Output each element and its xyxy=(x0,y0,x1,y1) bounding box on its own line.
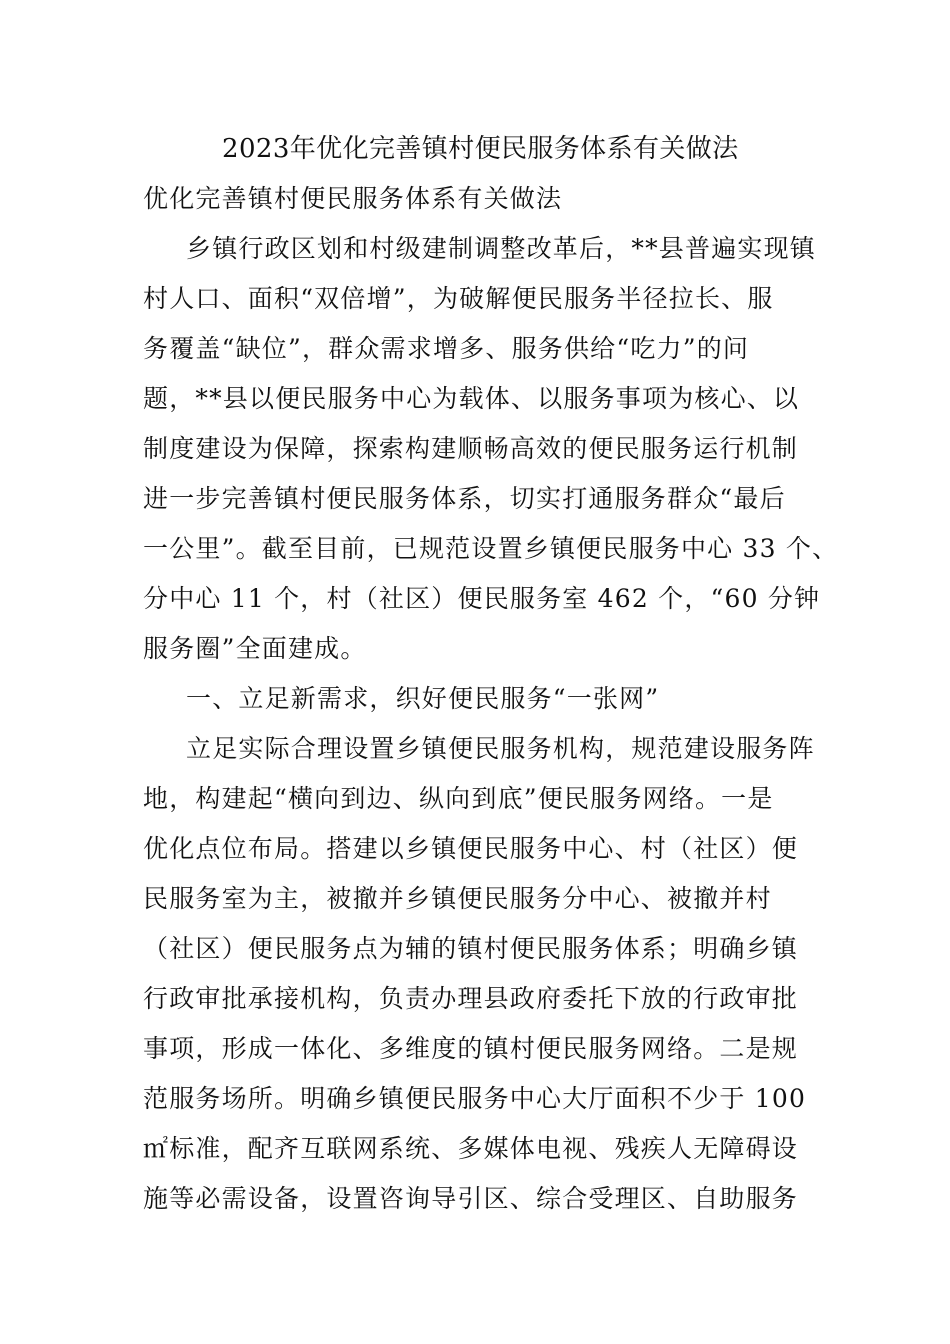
paragraph-line: ㎡标准，配齐互联网系统、多媒体电视、残疾人无障碍设 xyxy=(143,1134,799,1163)
paragraph-line: 题，**县以便民服务中心为载体、以服务事项为核心、以 xyxy=(143,384,800,413)
paragraph-line: 民服务室为主，被撤并乡镇便民服务分中心、被撤并村 xyxy=(143,884,772,913)
document-title: 2023年优化完善镇村便民服务体系有关做法 xyxy=(222,134,739,164)
paragraph-line: 进一步完善镇村便民服务体系，切实打通服务群众“最后 xyxy=(143,484,786,513)
paragraph-line: 事项，形成一体化、多维度的镇村便民服务网络。二是规 xyxy=(143,1034,799,1063)
paragraph-line: 范服务场所。明确乡镇便民服务中心大厅面积不少于 100 xyxy=(143,1084,807,1113)
paragraph-line: 施等必需设备，设置咨询导引区、综合受理区、自助服务 xyxy=(143,1184,799,1213)
paragraph-line: 村人口、面积“双倍增”，为破解便民服务半径拉长、服 xyxy=(143,284,774,313)
document-subtitle: 优化完善镇村便民服务体系有关做法 xyxy=(143,184,563,213)
section-heading: 一、立足新需求，织好便民服务“一张网” xyxy=(186,684,660,713)
paragraph-line: 乡镇行政区划和村级建制调整改革后，**县普遍实现镇 xyxy=(186,234,817,263)
paragraph-line: 务覆盖“缺位”，群众需求增多、服务供给“吃力”的问 xyxy=(143,334,750,363)
paragraph-line: 服务圈”全面建成。 xyxy=(143,634,367,663)
paragraph-line: 制度建设为保障，探索构建顺畅高效的便民服务运行机制 xyxy=(143,434,799,463)
paragraph-line: 一公里”。截至目前，已规范设置乡镇便民服务中心 33 个、 xyxy=(143,534,839,563)
paragraph-line: 分中心 11 个，村（社区）便民服务室 462 个，“60 分钟 xyxy=(143,584,821,613)
paragraph-line: 立足实际合理设置乡镇便民服务机构，规范建设服务阵 xyxy=(186,734,815,763)
paragraph-line: 优化点位布局。搭建以乡镇便民服务中心、村（社区）便 xyxy=(143,834,799,863)
paragraph-line: 行政审批承接机构，负责办理县政府委托下放的行政审批 xyxy=(143,984,799,1013)
paragraph-line: （社区）便民服务点为辅的镇村便民服务体系；明确乡镇 xyxy=(143,934,799,963)
paragraph-line: 地，构建起“横向到边、纵向到底”便民服务网络。一是 xyxy=(143,784,774,813)
